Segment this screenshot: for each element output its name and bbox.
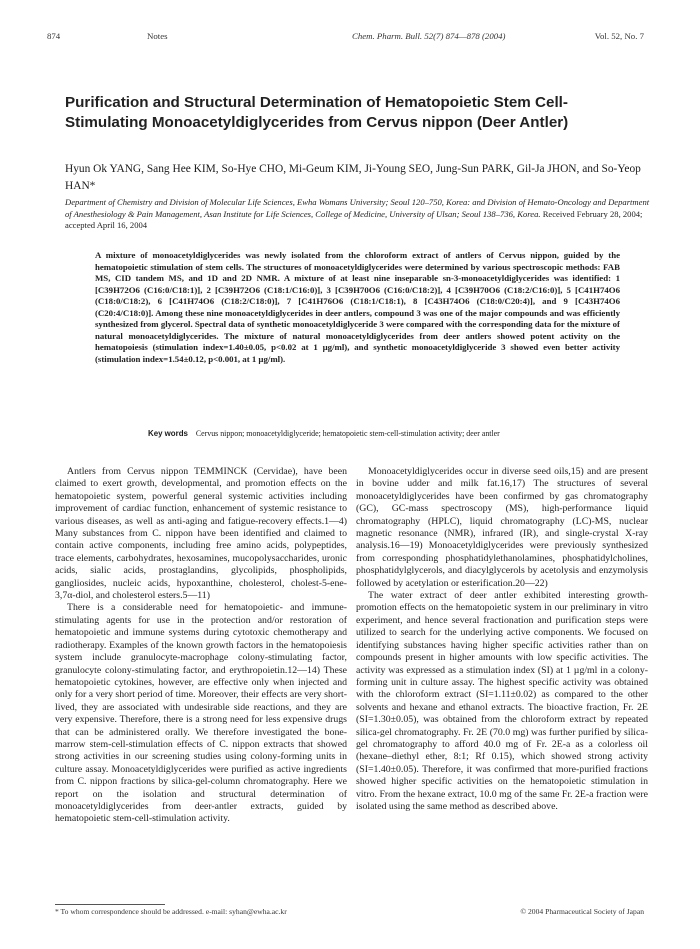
volume-label: Vol. 52, No. 7: [594, 31, 644, 41]
footnote-divider: [55, 904, 165, 905]
author-list: Hyun Ok YANG, Sang Hee KIM, So-Hye CHO, Mi-Geum KIM, Ji-Young SEO, Jung-Sun PARK, Gil-Ja JHON, and So-Yeop HAN*: [65, 163, 641, 192]
body-column-right: [356, 466, 648, 813]
section-label: Notes: [147, 31, 168, 41]
body-paragraph: Antlers from Cervus nippon TEMMINCK (Cervidae), have been claimed to exert growth, developmental, and promotion effects on the hematopoietic system, powerful general systemic activities including improvement of cardiac function, enhancement of systemic resistance to various diseases, as well as anti-aging and fatigue-recovery effects.1—4) Many substances from C. nippon have been identified and claimed to contain active components, including free amino acids, polypeptides, trace elements, carbohydrates, hexosamines, mucopolysaccharides, uronic acids, sialic acids, prostaglandins, glycolipids, phospholipids, gangliosides, nucleic acids, hypoxanthine, cholesterol, cholest-5-ene-3,7α-diol, and cholesterol esters.5—11): [55, 466, 347, 602]
body-column-left: [55, 466, 347, 826]
keywords-text: Cervus nippon; monoacetyldiglyceride; hematopoietic stem-cell-stimulation activity; deer antler: [195, 429, 500, 438]
abstract: A mixture of monoacetyldiglycerides was newly isolated from the chloroform extract of antlers of Cervus nippon, guided by the hematopoietic stimulation of stem cells. The structures of monoacetyldiglycerides were determined by various spectroscopic methods: FAB MS, CID tandem MS, and 1D and 2D NMR. A mixture of at least nine inseparable sn-3-monoacetyldiglycerides was identified: 1 [C39H72O6 (C16:0/C18:1)], 2 [C39H72O6 (C18:1/C16:0)], 3 [C39H70O6 (C16:0/C18:2)], 4 [C39H70O6 (C18:2/C16:0)], 5 [C41H74O6 (C18:0/C18:2), 6 [C41H74O6 (C18:2/C18:0)], 7 [C41H76O6 (C18:1/C18:1), 8 [C43H74O6 (C18:0/C20:4)], and 9 [C43H74O6 (C20:4/C18:0)]. Among these nine monoacetyldiglycerides in deer antlers, compound 3 was one of the major compounds and was efficiently synthesized from glycerol. Spectral data of synthetic monoacetyldiglyceride 3 were compared with the corresponding data for the mixture of natural monoacetyldiglycerides. The mixture of natural monoacetyldiglycerides from deer antlers showed potent activity on the hematopoiesis (stimulation index=1.40±0.05, p<0.02 at 1 µg/ml), and synthetic monoacetyldiglyceride 3 showed even better activity (stimulation index=1.54±0.12, p<0.001, at 1 µg/ml).: [95, 250, 620, 364]
keywords-label: Key words: [148, 429, 188, 438]
body-paragraph: Monoacetyldiglycerides occur in diverse seed oils,15) and are present in bovine udder and milk fat.16,17) The structures of several monoacetyldiglycerides have been confirmed by gas chromatography (GC), GC-mass spectroscopy (MS), high-performance liquid chromatography (HPLC), liquid chromatography (LC)-MS, nuclear magnetic resonance (NMR), infrared (IR), and single-crystal X-ray analysis.16—19) Monoacetyldiglycerides were previously synthesized from corresponding phosphatidylethanolamines, phosphatidylcholines, phosphatidylglycerols, and diacylglycerols by acetolysis and enzymolysis followed by acetylation or esterification.20—22): [356, 466, 648, 589]
body-paragraph: There is a considerable need for hematopoietic- and immune-stimulating agents for use in the protection and/or restoration of hematopoietic and immune systems during cytotoxic chemotherapy and radiotherapy. Examples of the known growth factors in the hematopoiesis system include granulocyte-macrophage colony-stimulating factor, granulocyte colony-stimulating factor, and erythropoietin.12—14) These hematopoietic cytokines, however, are effective only when injected and only for a very short period of time. Moreover, their effects are very short-lived, they are associated with undesirable side reactions, and they are very expensive. Therefore, there is a strong need for less expensive drugs that can be administered orally. We therefore investigated the bone-marrow stem-cell-stimulation effects of C. nippon extracts that showed strong activities in our screening studies using colony-forming units in culture assay. Monoacetyldiglycerides were purified as active ingredients from C. nippon fractions by silica-gel-column chromatography. Here we report on the isolation and structural determination of monoacetyldiglycerides from deer-antler extracts, guided by hematopoietic stem-cell-stimulation activity.: [55, 602, 347, 825]
page-number: 874: [47, 31, 61, 41]
affiliation-text: Department of Chemistry and Division of Molecular Life Sciences, Ewha Womans University; Seoul 120–750, Korea: and Division of Hemato-Oncology and Department of Anesthesiology & Pain Management, Asan Institute for Life Sciences, College of Medicine, University of Ulsan; Seoul 138–736, Korea.: [65, 197, 650, 219]
body-paragraph: The water extract of deer antler exhibited interesting growth-promotion effects on the hematopoietic system in our preliminary in vitro experiment, and hence several fractionation and purification steps were utilized to search for the underlying active components. We focused on identifying substances having higher specific activities rather than on compounds present in higher amounts with low specific activities. The activity was expressed as a stimulation index (SI) at 1 µg/ml in a colony-forming unit in culture assay. The highest specific activity was obtained with the chloroform extract (SI=1.11±0.02) as compared to the other solvents and hexane and ethanol extracts. The bioactive fraction, Fr. 2E (SI=1.30±0.05), was obtained from the chloroform extract by repeated silica-gel chromatography. Fr. 2E (70.0 mg) was further purified by silica-gel chromatography to afford 40.0 mg of Fr. 2E-a as a colorless oil (hexane–diethyl ether, 8:1; Rf 0.15), which showed strong activity (SI=1.40±0.05). Therefore, it was confirmed that more-purified fractions showed higher specific activities on the hematopoietic stimulation in vitro. From the hexane extract, 10.0 mg of the same Fr. 2E-a fraction were isolated using the same method as described above.: [356, 590, 648, 812]
keywords: [148, 428, 618, 439]
journal-citation: Chem. Pharm. Bull. 52(7) 874—878 (2004): [352, 31, 506, 41]
affiliation: [65, 197, 650, 232]
copyright-notice: © 2004 Pharmaceutical Society of Japan: [520, 907, 644, 916]
article-title: Purification and Structural Determination of Hematopoietic Stem Cell-Stimulating Monoacetyldiglycerides from Cervus nippon (Deer Antler): [65, 94, 569, 131]
correspondence-footnote: * To whom correspondence should be addressed. e-mail: syhan@ewha.ac.kr: [55, 907, 287, 916]
received-dates: Received February 28, 2004; accepted April 16, 2004: [65, 208, 643, 231]
